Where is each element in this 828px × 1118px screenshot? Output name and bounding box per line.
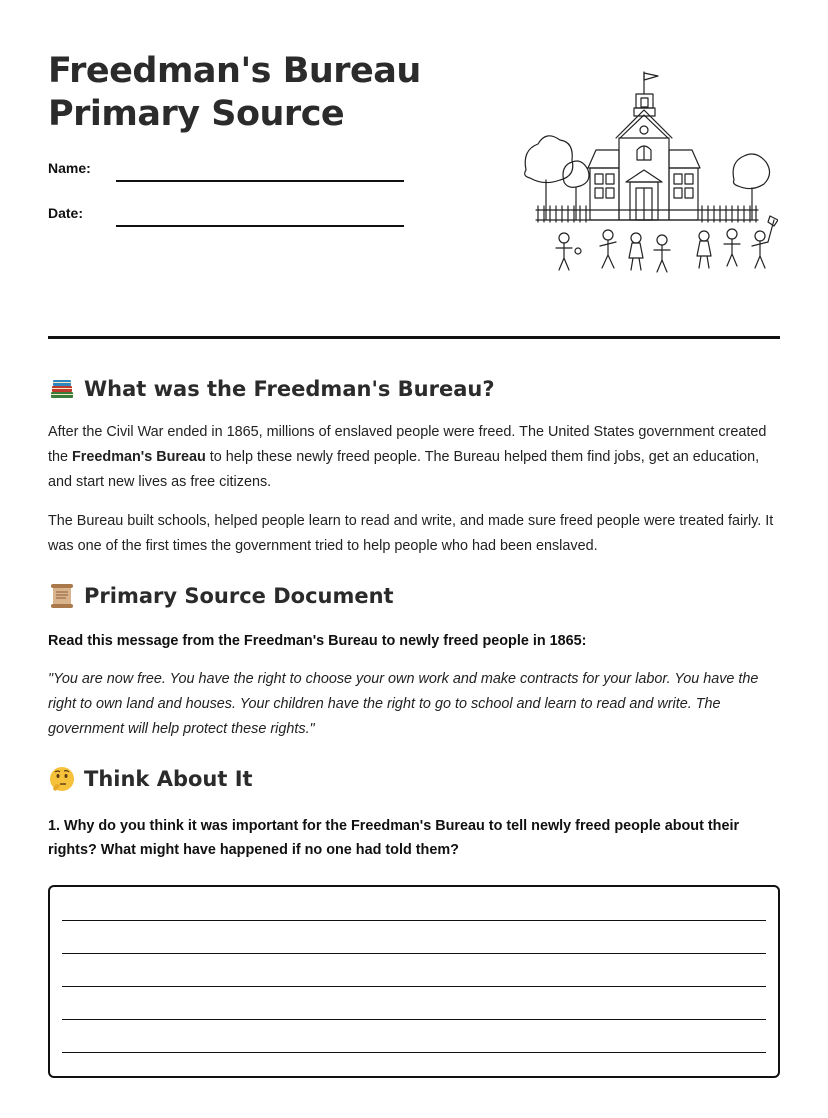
section-title-text: What was the Freedman's Bureau?: [84, 377, 495, 401]
answer-box[interactable]: [48, 885, 780, 1078]
date-field[interactable]: [48, 205, 83, 221]
header-divider: [48, 336, 780, 339]
paragraph-text: to help these newly freed people. The Bureau helped them find jobs, get an education, and start new lives as free citizens.: [48, 449, 760, 490]
intro-paragraph-2: The Bureau built schools, helped people learn to read and write, and made sure freed people were treated fairly. It was one of the first times the government tried to help people who had been enslaved.: [48, 513, 774, 554]
title-line-2: Primary Source: [48, 94, 345, 134]
books-icon: [48, 375, 76, 403]
section-title-about: [48, 372, 783, 406]
section-title-text: Primary Source Document: [84, 584, 394, 608]
paragraph-text: After the Civil War ended in 1865, millions of enslaved people were freed. The United States government created the: [48, 424, 767, 465]
answer-line[interactable]: [62, 1052, 766, 1053]
schoolhouse-illustration: [516, 70, 778, 280]
worksheet-header: [48, 50, 788, 300]
answer-line[interactable]: [62, 1019, 766, 1020]
date-input-line[interactable]: [116, 225, 404, 227]
question-1: 1. Why do you think it was important for the Freedman's Bureau to tell newly freed people about their rights? What might have happened if no one had told them?: [48, 818, 740, 858]
worksheet-content: [48, 372, 783, 862]
thinking-face-icon: [48, 765, 76, 793]
scroll-icon: [48, 582, 76, 610]
date-label: Date:: [48, 205, 84, 221]
answer-line[interactable]: [62, 953, 766, 954]
section-title-primary-source: [48, 579, 783, 613]
title-line-1: Freedman's Bureau: [48, 51, 421, 91]
answer-line[interactable]: [62, 986, 766, 987]
answer-line[interactable]: [62, 920, 766, 921]
section-title-text: Think About It: [84, 767, 253, 791]
intro-paragraph-1: [48, 420, 783, 495]
reading-instruction: Read this message from the Freedman's Bureau to newly freed people in 1865:: [48, 633, 587, 649]
name-field[interactable]: [48, 160, 91, 176]
section-title-think: [48, 762, 783, 796]
primary-source-quote: "You are now free. You have the right to choose your own work and make contracts for your labor. You have the right to own land and houses. Your children have the right to go to school and learn to read and write. The government will help protect these rights.": [48, 671, 759, 737]
name-label: Name:: [48, 160, 91, 176]
bold-term: Freedman's Bureau: [72, 449, 206, 465]
name-input-line[interactable]: [116, 180, 404, 182]
